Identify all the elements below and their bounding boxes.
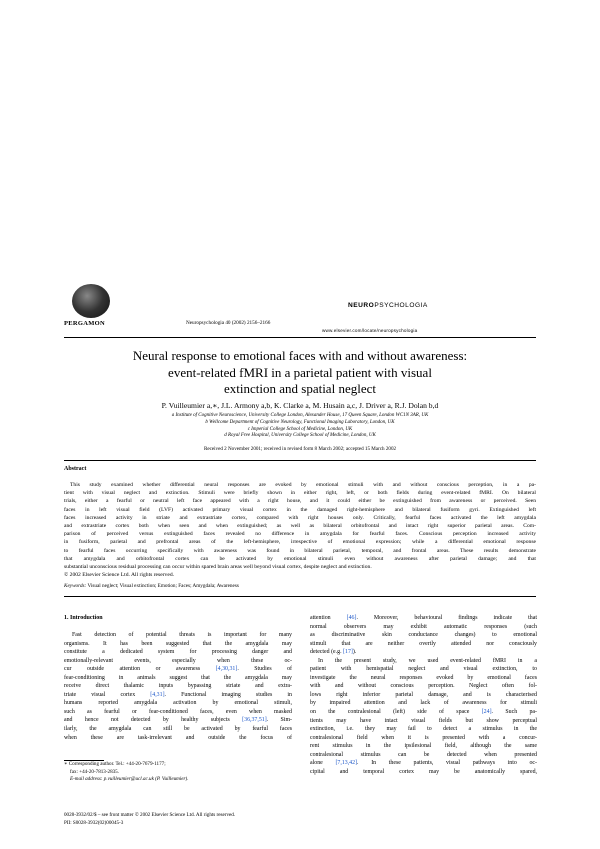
citation-link[interactable]: [4,30,31] [215, 666, 238, 673]
text-segment: and hence not detected by healthy subjects [64, 717, 243, 724]
text-line [310, 674, 537, 683]
abstract-line: that amygdala and orbitofrontal cortex can be activated by emotional stimuli even without awareness after parietal damage; and that [64, 555, 536, 562]
citation-link[interactable]: [17] [343, 649, 353, 656]
text-segment: . Functional imaging studies in [164, 691, 292, 698]
affiliation-b: b Wellcome Department of Cognitive Neurology, Functional Imaging Laboratory, London, UK [205, 419, 395, 425]
abstract-line: This study examined whether differential neural responses are evoked by emotional stimuli with and without conscious perception, in a pa- [70, 482, 536, 488]
abstract-line: faces increased activity in striate and extrastriate cortex, compared with right houses only. Critically, fearful faces activated the left amygdala [64, 514, 536, 521]
abstract-line: and extrastriate cortex both when seen and when extinguished; as well as bilateral orbitofrontal and intact right superior parietal areas. Com- [64, 523, 536, 530]
text-segment: emotionally-relevant events, especially when these oc- [64, 657, 292, 664]
abstract-line: © 2002 Elsevier Science Ltd. All rights reserved. [64, 572, 175, 579]
journal-logo [348, 302, 428, 309]
abstract-line: tient with visual neglect and extinction. Stimuli were briefly shown in either right, left, or both fields during event-related fMRI. On bilateral [64, 490, 536, 497]
text-segment: organisms. It has been suggested that the amygdala may [64, 640, 292, 647]
author-list: P. Vuilleumier a,∗, J.L. Armony a,b, K. Clarke a, M. Husain a,c, J. Driver a, R.J. Dolan b,d [161, 401, 439, 410]
journal-logo-suffix: PSYCHOLOGIA [374, 302, 428, 309]
intro-right-column [310, 614, 537, 776]
received-dates: Received 2 November 2001; received in revised form 8 March 2002; accepted 15 March 2002 [203, 446, 397, 452]
text-line [310, 631, 537, 640]
text-line [310, 623, 537, 632]
text-line [64, 657, 292, 666]
keywords-text: Visual neglect; Visual extinction; Emotion; Faces; Amygdala; Awareness [87, 583, 239, 589]
citation-link[interactable]: [46] [346, 615, 357, 621]
text-segment: contralesional field when it is presented with a concur- [310, 734, 537, 741]
text-segment: patient with hemispatial neglect and visual extinction, to [310, 666, 537, 673]
citation-link[interactable]: [7,13,42] [335, 760, 358, 767]
text-line [310, 640, 537, 649]
text-segment: tients may have intact visual fields but show perceptual [310, 717, 537, 724]
abstract-line: to fearful faces occurring specifically with awareness was found in bilateral parietal, temporal, and frontal areas. These results demonstrate [64, 547, 536, 554]
text-line [310, 725, 537, 734]
text-segment: alone [310, 760, 336, 767]
article-title [64, 348, 536, 398]
citation-link[interactable]: [24] [481, 709, 492, 716]
journal-url[interactable]: www.elsevier.com/locate/neuropsychologia [322, 328, 418, 333]
text-line [310, 648, 537, 657]
title-line-1: Neural response to emotional faces with and without awareness: [132, 348, 468, 363]
affiliation-d: d Royal Free Hospital, University College School of Medicine, London, UK [224, 433, 376, 439]
text-segment: In the present study, we used event-related fMRI in a [318, 657, 537, 664]
text-line [310, 691, 537, 700]
text-line [64, 682, 292, 691]
text-segment: normal observers may exhibit automatic responses (such [310, 623, 537, 630]
text-segment: ). [352, 649, 357, 656]
footnote-line-3: E-mail address: p.vuilleumier@ucl.ac.uk (P. Vuilleumier). [70, 776, 189, 782]
abstract-line: substantial unconscious residual processing can occur within spared brain areas well beyond visual cortex, despite neglect and extinction. [64, 564, 372, 571]
footnote-line-1: ∗ Corresponding author. Tel.: +44-20-7679-1177; [64, 761, 166, 767]
text-segment: as discriminative skin conductance changes) to emotional [310, 632, 537, 639]
abstract-line: trials, either a fearful or neutral left face appeared with a right house, and it could either be extinguished from awareness or perceived. Seen [64, 498, 536, 505]
text-segment: receive direct thalamic inputs bypassing striate and extra- [64, 683, 292, 690]
text-segment: cipital and temporal cortex may be anatomically spared, [310, 768, 537, 775]
text-line [64, 665, 292, 674]
keywords [64, 583, 239, 591]
abstract-line: parison of perceived versus extinguished faces revealed no difference in amygdala for fearful faces. Conscious perception increased activity [64, 531, 536, 538]
text-line [310, 759, 537, 768]
footnote-line-2: fax: +44-20-7813-2835. [70, 768, 119, 775]
header-divider [64, 337, 536, 338]
text-segment: extinction, i.e. they may fail to detect a stimulus in the [310, 726, 537, 733]
text-segment: investigate the neural responses evoked by emotional faces [310, 674, 537, 681]
affiliation-c: c Imperial College School of Medicine, London, UK [247, 426, 353, 432]
text-segment: attention [310, 615, 347, 621]
text-segment: ilarly, the amygdala can still be activated by fearful faces [64, 726, 292, 733]
abstract-line: in fusiform, parietal and prefrontal areas of the left-hemisphere, irrespective of emotional expression; while a differential emotional response [64, 539, 536, 546]
abstract-heading: Abstract [64, 466, 87, 472]
text-line [310, 682, 537, 691]
copyright-block [64, 812, 235, 827]
publisher-name: PERGAMON [64, 320, 106, 327]
text-line [310, 665, 537, 674]
text-line [310, 657, 537, 666]
text-segment: contralesional stimulus can be detected when presented [310, 751, 537, 758]
citation-link[interactable]: [4,31] [150, 691, 165, 698]
citation-link[interactable]: [36,37,51] [242, 717, 267, 724]
affiliations [64, 413, 536, 440]
footnote [64, 761, 292, 784]
abstract-top-divider [64, 460, 536, 461]
title-line-3: extinction and spatial neglect [224, 381, 376, 396]
text-line [64, 640, 292, 649]
abstract-bottom-divider [64, 596, 536, 597]
text-segment: stimuli that are neither overtly attended nor consciously [310, 640, 537, 647]
text-segment: humans reported amygdala activation by emotional stimuli, [64, 700, 292, 707]
text-segment: on the contralesional (left) side of space [310, 709, 482, 716]
text-line [310, 751, 537, 760]
text-line [64, 734, 292, 743]
text-segment: triate visual cortex [64, 691, 151, 698]
text-line [310, 708, 537, 717]
text-segment: when these are task-irrelevant and outside the focus of [64, 734, 292, 741]
text-segment: rent stimulus in the ipsilesional field, although the same [310, 743, 537, 750]
text-line [310, 614, 537, 623]
pii-line: PII: S0028-3932(02)00045-3 [64, 819, 124, 826]
text-line [64, 708, 292, 717]
journal-logo-prefix: NEURO [348, 302, 375, 309]
text-segment: constitute a dedicated system for processing danger and [64, 649, 292, 656]
text-segment: . Moreover, behavioural findings indicate that [356, 615, 537, 621]
text-segment: Fast detection of potential threats is important for many [72, 632, 292, 638]
text-segment: . Studies of [237, 666, 293, 673]
text-line [310, 768, 537, 777]
text-line [310, 734, 537, 743]
copyright-line: 0028-3932/02/$ – see front matter © 2002 Elsevier Science Ltd. All rights reserved. [64, 812, 236, 818]
text-segment: by impaired attention and lack of awareness for stimuli [310, 700, 537, 707]
journal-citation: Neuropsychologia 40 (2002) 2156–2166 [186, 320, 271, 326]
text-line [310, 699, 537, 708]
text-segment: cur outside attention or awareness [64, 666, 216, 673]
text-segment: with and without conscious perception. Neglect often fol- [310, 683, 537, 690]
text-segment: such as fearful or fear-conditioned faces, even when masked [64, 708, 292, 715]
section-heading: 1. Introduction [64, 615, 103, 621]
text-segment: . Sim- [266, 717, 292, 724]
text-line [64, 674, 292, 683]
text-line [310, 742, 537, 751]
affiliation-a: a Institute of Cognitive Neuroscience, University College London, Alexander House, 17 Queen Square, London WC1N 3AR, UK [171, 413, 429, 418]
text-line [64, 699, 292, 708]
intro-left-column [64, 631, 292, 742]
text-line [64, 648, 292, 657]
text-line [64, 631, 292, 640]
text-line [64, 716, 292, 725]
abstract-line: faces in left visual field (LVF) activated primary visual cortex in the damaged right-hemisphere and bilateral fusiform gyri. Extinguished left [64, 506, 536, 513]
text-segment: . Such pa- [491, 709, 537, 716]
publisher-logo [72, 284, 110, 318]
abstract-body [64, 481, 536, 579]
text-line [64, 725, 292, 734]
text-line [310, 717, 537, 726]
text-segment: detected (e.g. [310, 649, 344, 656]
text-segment: . In these patients, visual pathways into oc- [357, 760, 538, 767]
title-line-2: event-related fMRI in a parietal patient with visual [168, 364, 432, 380]
keywords-label: Keywords: [64, 583, 87, 589]
text-segment: fear-conditioning in animals suggest that the amygdala may [64, 674, 292, 681]
text-line [64, 691, 292, 700]
text-segment: lows right inferior parietal damage, and is characterised [310, 691, 537, 698]
